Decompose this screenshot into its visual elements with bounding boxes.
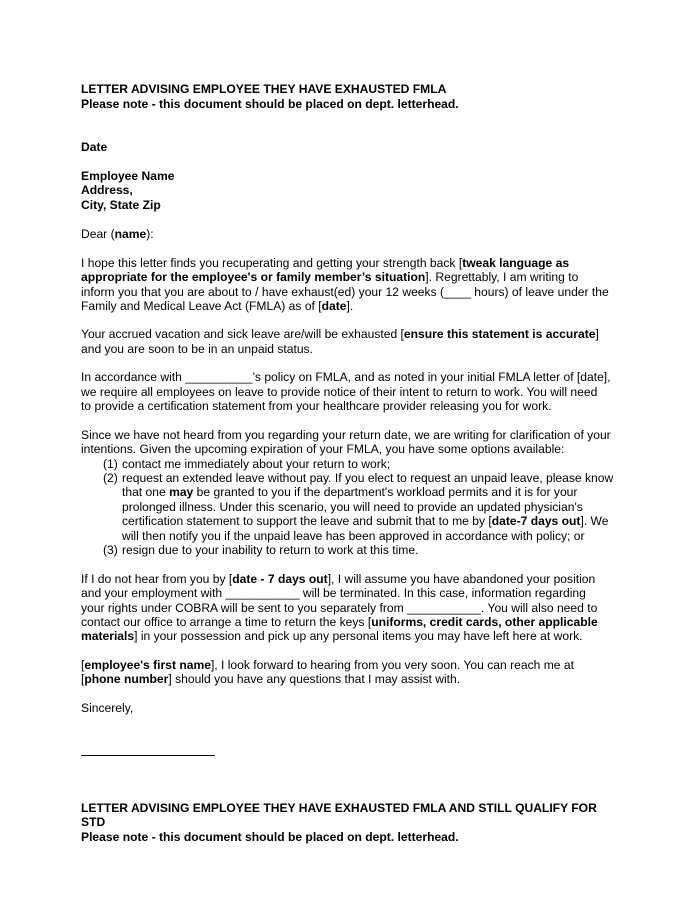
text-run: I hope this letter finds you recuperating and getting your strength back [ — [81, 256, 463, 270]
option-number: (1) — [103, 457, 118, 471]
option-text: will then notify you if the unpaid leave has been approved in accordance with policy; or — [122, 529, 585, 543]
paragraph-line — [81, 615, 641, 629]
bold-run: uniforms, credit cards, other applicable — [371, 615, 598, 629]
bold-run: date — [321, 299, 347, 313]
text-run: be granted to you if the department's workload permits and it is for your — [193, 485, 578, 499]
option-text — [122, 485, 577, 499]
letterhead-note-2: Please note - this document should be placed on dept. letterhead. — [81, 830, 459, 844]
paragraph-line: your rights under COBRA will be sent to you separately from ___________. You will also need to — [81, 601, 598, 615]
text-run: ] should you have any questions that I may assist with. — [168, 672, 461, 686]
date-placeholder: Date — [81, 140, 108, 154]
employee-name-placeholder: Employee Name — [81, 169, 175, 183]
option-text: request an extended leave without pay. If you elect to request an unpaid leave, please know — [122, 471, 614, 485]
letter-title-2-cont: STD — [81, 815, 106, 829]
address-placeholder: Address, — [81, 183, 133, 197]
paragraph-line: Since we have not heard from you regarding your return date, we are writing for clarification of your — [81, 428, 611, 442]
salutation-name: name — [114, 227, 147, 241]
paragraph-line — [81, 299, 641, 313]
salutation-text: Dear ( — [81, 227, 115, 241]
paragraph-line — [81, 658, 641, 672]
text-run: ] in your possession and pick up any personal items you may have left here at work. — [134, 629, 583, 643]
text-run: [ — [81, 672, 85, 686]
option-text: resign due to your inability to return to work at this time. — [122, 543, 419, 557]
paragraph-line: we require all employees on leave to provide notice of their intent to return to work. You will need — [81, 385, 598, 399]
closing: Sincerely, — [81, 701, 134, 715]
text-run: ] — [595, 327, 599, 341]
text-run: ], I will assume you have abandoned your position — [327, 572, 596, 586]
bold-run: employee's first name — [84, 658, 211, 672]
text-run: that one — [122, 485, 170, 499]
paragraph-line: In accordance with __________’s policy on FMLA, and as noted in your initial FMLA letter of [date], — [81, 370, 611, 384]
option-text: contact me immediately about your return to work; — [122, 457, 391, 471]
signature-line — [81, 755, 215, 756]
bold-run: date-7 days out — [491, 514, 581, 528]
option-number: (3) — [103, 543, 118, 557]
paragraph-line — [81, 270, 641, 284]
text-run: ]. — [346, 299, 354, 313]
bold-run: tweak language as — [462, 256, 570, 270]
salutation — [81, 227, 641, 241]
bold-run: materials — [81, 629, 135, 643]
city-state-zip-placeholder: City, State Zip — [81, 198, 161, 212]
paragraph-line: and you are soon to be in an unpaid status. — [81, 342, 313, 356]
text-run: certification statement to support the leave and submit that to me by [ — [122, 514, 492, 528]
text-run: [ — [81, 658, 85, 672]
option-text: prolonged illness. Under this scenario, you will need to provide an updated physician's — [122, 500, 583, 514]
paragraph-line — [81, 672, 641, 686]
text-run: ], I look forward to hearing from you very soon. You can reach me at — [210, 658, 574, 672]
letter-title-2: LETTER ADVISING EMPLOYEE THEY HAVE EXHAUSTED FMLA AND STILL QUALIFY FOR — [81, 801, 597, 815]
text-run: contact our office to arrange a time to return the keys [ — [81, 615, 372, 629]
paragraph-line: to provide a certification statement from your healthcare provider releasing you for work. — [81, 399, 552, 413]
paragraph-line: intentions. Given the upcoming expiration of your FMLA, you have some options available: — [81, 442, 565, 456]
bold-run: ensure this statement is accurate — [403, 327, 596, 341]
option-text — [122, 514, 608, 528]
paragraph-line — [81, 256, 641, 270]
letter-title: LETTER ADVISING EMPLOYEE THEY HAVE EXHAUSTED FMLA — [81, 82, 447, 96]
text-run: If I do not hear from you by [ — [81, 572, 233, 586]
letterhead-note: Please note - this document should be placed on dept. letterhead. — [81, 97, 459, 111]
text-run: Family and Medical Leave Act (FMLA) as of [ — [81, 299, 322, 313]
text-run: ]. We — [580, 514, 609, 528]
bold-run: appropriate for the employee's or family member’s situation — [81, 270, 426, 284]
text-run: Your accrued vacation and sick leave are/will be exhausted [ — [81, 327, 404, 341]
paragraph-line — [81, 629, 641, 643]
bold-run: phone number — [84, 672, 169, 686]
paragraph-line — [81, 327, 641, 341]
paragraph-line: and your employment with ___________ will be terminated. In this case, information regarding — [81, 586, 586, 600]
bold-run: date - 7 days out — [232, 572, 328, 586]
text-run: ]. Regrettably, I am writing to — [425, 270, 579, 284]
option-number: (2) — [103, 471, 118, 485]
paragraph-line — [81, 572, 641, 586]
bold-run: may — [169, 485, 194, 499]
salutation-text: ): — [146, 227, 154, 241]
paragraph-line: inform you that you are about to / have exhaust(ed) your 12 weeks (____ hours) of leave under the — [81, 285, 609, 299]
